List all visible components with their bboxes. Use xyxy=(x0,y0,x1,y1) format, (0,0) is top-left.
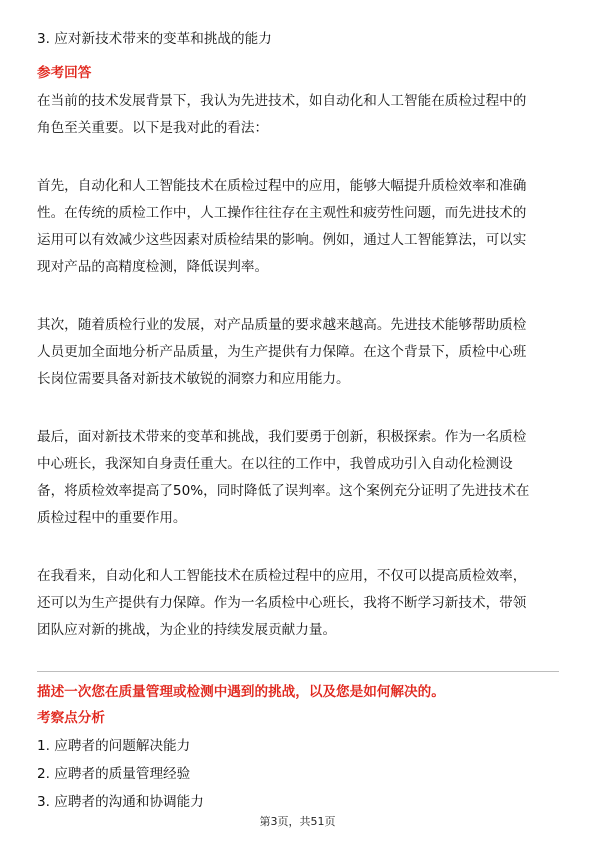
answer-para5-line1: 在我看来，自动化和人工智能技术在质检过程中的应用，不仅可以提高质检效率， xyxy=(37,568,527,584)
answer-para3-line3: 长岗位需要具备对新技术敏锐的洞察力和应用能力。 xyxy=(37,371,350,387)
section-divider xyxy=(37,671,559,672)
answer-para2-line4: 现对产品的高精度检测，降低误判率。 xyxy=(37,259,269,275)
prev-question-point-3: 3. 应对新技术带来的变革和挑战的能力 xyxy=(37,31,272,47)
answer-para4-line2: 中心班长，我深知自身责任重大。在以往的工作中，我曾成功引入自动化检测设 xyxy=(37,456,513,472)
analysis-point-1: 1. 应聘者的问题解决能力 xyxy=(37,738,191,754)
answer-para5-line2: 还可以为生产提供有力保障。作为一名质检中心班长，我将不断学习新技术，带领 xyxy=(37,595,527,611)
answer-para2-line1: 首先，自动化和人工智能技术在质检过程中的应用，能够大幅提升质检效率和准确 xyxy=(37,178,527,194)
answer-para4-line4: 质检过程中的重要作用。 xyxy=(37,510,187,526)
answer-para2-line3: 运用可以有效减少这些因素对质检结果的影响。例如，通过人工智能算法，可以实 xyxy=(37,232,527,248)
answer-para1-line2: 角色至关重要。以下是我对此的看法： xyxy=(37,120,269,136)
analysis-heading: 考察点分析 xyxy=(37,710,105,726)
analysis-point-2: 2. 应聘者的质量管理经验 xyxy=(37,766,191,782)
answer-para4-line1: 最后，面对新技术带来的变革和挑战，我们要勇于创新，积极探索。作为一名质检 xyxy=(37,429,527,445)
page-number-footer: 第3页，共51页 xyxy=(259,815,336,828)
analysis-point-3: 3. 应聘者的沟通和协调能力 xyxy=(37,794,204,810)
answer-para2-line2: 性。在传统的质检工作中，人工操作往往存在主观性和疲劳性问题，而先进技术的 xyxy=(37,205,527,221)
answer-para4-line3: 备，将质检效率提高了50%，同时降低了误判率。这个案例充分证明了先进技术在 xyxy=(37,483,530,499)
answer-para3-line1: 其次，随着质检行业的发展，对产品质量的要求越来越高。先进技术能够帮助质检 xyxy=(37,317,527,333)
answer-para1-line1: 在当前的技术发展背景下，我认为先进技术，如自动化和人工智能在质检过程中的 xyxy=(37,93,527,109)
next-question-title: 描述一次您在质量管理或检测中遇到的挑战，以及您是如何解决的。 xyxy=(37,684,445,700)
answer-para5-line3: 团队应对新的挑战，为企业的持续发展贡献力量。 xyxy=(37,622,337,638)
answer-heading: 参考回答 xyxy=(37,65,92,81)
answer-para3-line2: 人员更加全面地分析产品质量，为生产提供有力保障。在这个背景下，质检中心班 xyxy=(37,344,527,360)
